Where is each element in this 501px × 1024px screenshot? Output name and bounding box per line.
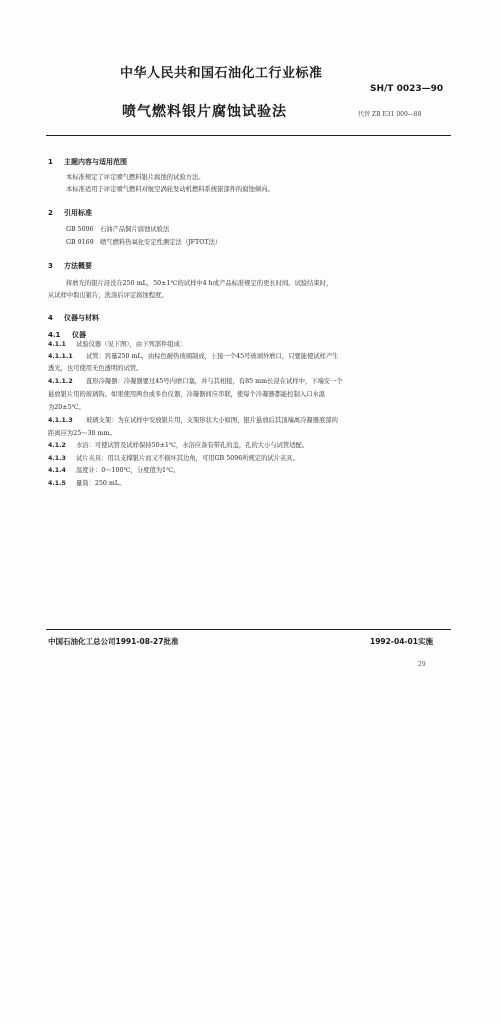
section-title: 方法概要 bbox=[64, 262, 92, 270]
standard-code: SH/T 0023—90 bbox=[370, 84, 444, 94]
section-4-1-heading bbox=[48, 330, 86, 340]
clause-text-continued: 距离应为25～30 mm。 bbox=[48, 430, 116, 437]
section-title: 仪器 bbox=[72, 331, 86, 339]
clause-4-1-2 bbox=[48, 442, 308, 450]
section-number: 3 bbox=[48, 262, 53, 270]
document-title: 喷气燃料银片腐蚀试验法 bbox=[122, 104, 287, 120]
clause-text: 直形冷凝器：冷凝器要过45号内磨口塞，并与其相接，有85 mm长浸在试样中，下端安一个 bbox=[86, 378, 343, 385]
clause-4-1-1-1 bbox=[48, 353, 339, 361]
clause-text: 温度计：0～100℃，分度值为1℃。 bbox=[76, 467, 180, 474]
clause-text: 量筒：250 mL。 bbox=[76, 480, 126, 487]
clause-text: 试验仪器（见下图），由下列部件组成： bbox=[76, 341, 187, 348]
clause-text: 试管：容量250 mL，由棕色耐热玻璃制成，上接一个45号玻璃外磨口，只要能使试样产生 bbox=[86, 353, 339, 360]
footer-rule bbox=[46, 629, 451, 630]
clause-number: 4.1.1.2 bbox=[48, 378, 73, 385]
clause-text-continued: 透光，也可使用无色透明的试管。 bbox=[48, 365, 143, 372]
clause-text: 玻璃支架：为在试样中安放银片用，支架形状大小如图，银片悬放后其顶端离冷凝器底部的 bbox=[86, 417, 338, 424]
clause-number: 4.1.3 bbox=[48, 455, 66, 462]
clause-number: 4.1.5 bbox=[48, 480, 66, 487]
section-1-heading bbox=[48, 157, 127, 167]
effective-date: 1992-04-01实施 bbox=[370, 637, 433, 646]
section-number: 1 bbox=[48, 158, 53, 166]
section-4-heading bbox=[48, 313, 99, 323]
section-title: 引用标准 bbox=[64, 209, 92, 217]
paragraph: 本标准适用于评定喷气燃料对航空涡轮发动机燃料系统银部件的腐蚀倾向。 bbox=[66, 186, 274, 193]
clause-number: 4.1.1.1 bbox=[48, 353, 73, 360]
clause-text-continued: 悬放银片用的玻璃钩。如果使用两台或多台仪器，冷凝器间应串联，使每个冷凝器都能控制入口水温 bbox=[48, 391, 326, 398]
section-2-heading bbox=[48, 208, 92, 218]
paragraph: 本标准规定了评定喷气燃料银片腐蚀的试验方法。 bbox=[66, 174, 205, 181]
reference-item: GB 5096 石油产品铜片腐蚀试验法 bbox=[66, 226, 170, 233]
clause-text: 水浴：可使试管及试样保持50±1℃，水浴应备有带孔的盖，孔的大小与试管适配。 bbox=[76, 442, 309, 449]
clause-4-1-3 bbox=[48, 455, 299, 463]
section-number: 4 bbox=[48, 314, 53, 322]
clause-number: 4.1.1 bbox=[48, 341, 66, 348]
replaces-standard: 代替 ZB E31 009—88 bbox=[358, 111, 422, 118]
clause-4-1-1-2 bbox=[48, 378, 343, 386]
paragraph: 将磨光的银片浸没在250 mL，50±1℃的试样中4 h或产品标准规定的更长时间。试验结束时， bbox=[66, 280, 333, 287]
section-number: 2 bbox=[48, 209, 53, 217]
clause-4-1-5 bbox=[48, 480, 125, 488]
clause-text-continued: 为20±5℃。 bbox=[48, 404, 85, 411]
paragraph: 从试样中取出银片，洗涤后评定腐蚀程度。 bbox=[48, 292, 168, 299]
section-title: 主题内容与适用范围 bbox=[64, 158, 127, 166]
section-3-heading bbox=[48, 261, 92, 271]
section-number: 4.1 bbox=[48, 331, 61, 339]
clause-number: 4.1.2 bbox=[48, 442, 66, 449]
clause-number: 4.1.4 bbox=[48, 467, 66, 474]
header-rule bbox=[46, 135, 451, 136]
clause-4-1-4 bbox=[48, 467, 179, 475]
reference-item: GB 9169 喷气燃料热氧化安定性测定法（JFTOT法） bbox=[66, 239, 222, 246]
clause-number: 4.1.1.3 bbox=[48, 417, 73, 424]
issuing-organization: 中华人民共和国石油化工行业标准 bbox=[120, 66, 323, 81]
clause-4-1-1-3 bbox=[48, 417, 338, 425]
section-title: 仪器与材料 bbox=[64, 314, 99, 322]
clause-text: 试片夹具：用以支撑银片而又不损坏其边角，可用GB 5096所规定的试片夹具。 bbox=[76, 455, 299, 462]
approval-date: 中国石油化工总公司1991-08-27批准 bbox=[48, 637, 179, 646]
clause-4-1-1 bbox=[48, 341, 186, 349]
page-number: 29 bbox=[418, 661, 426, 668]
